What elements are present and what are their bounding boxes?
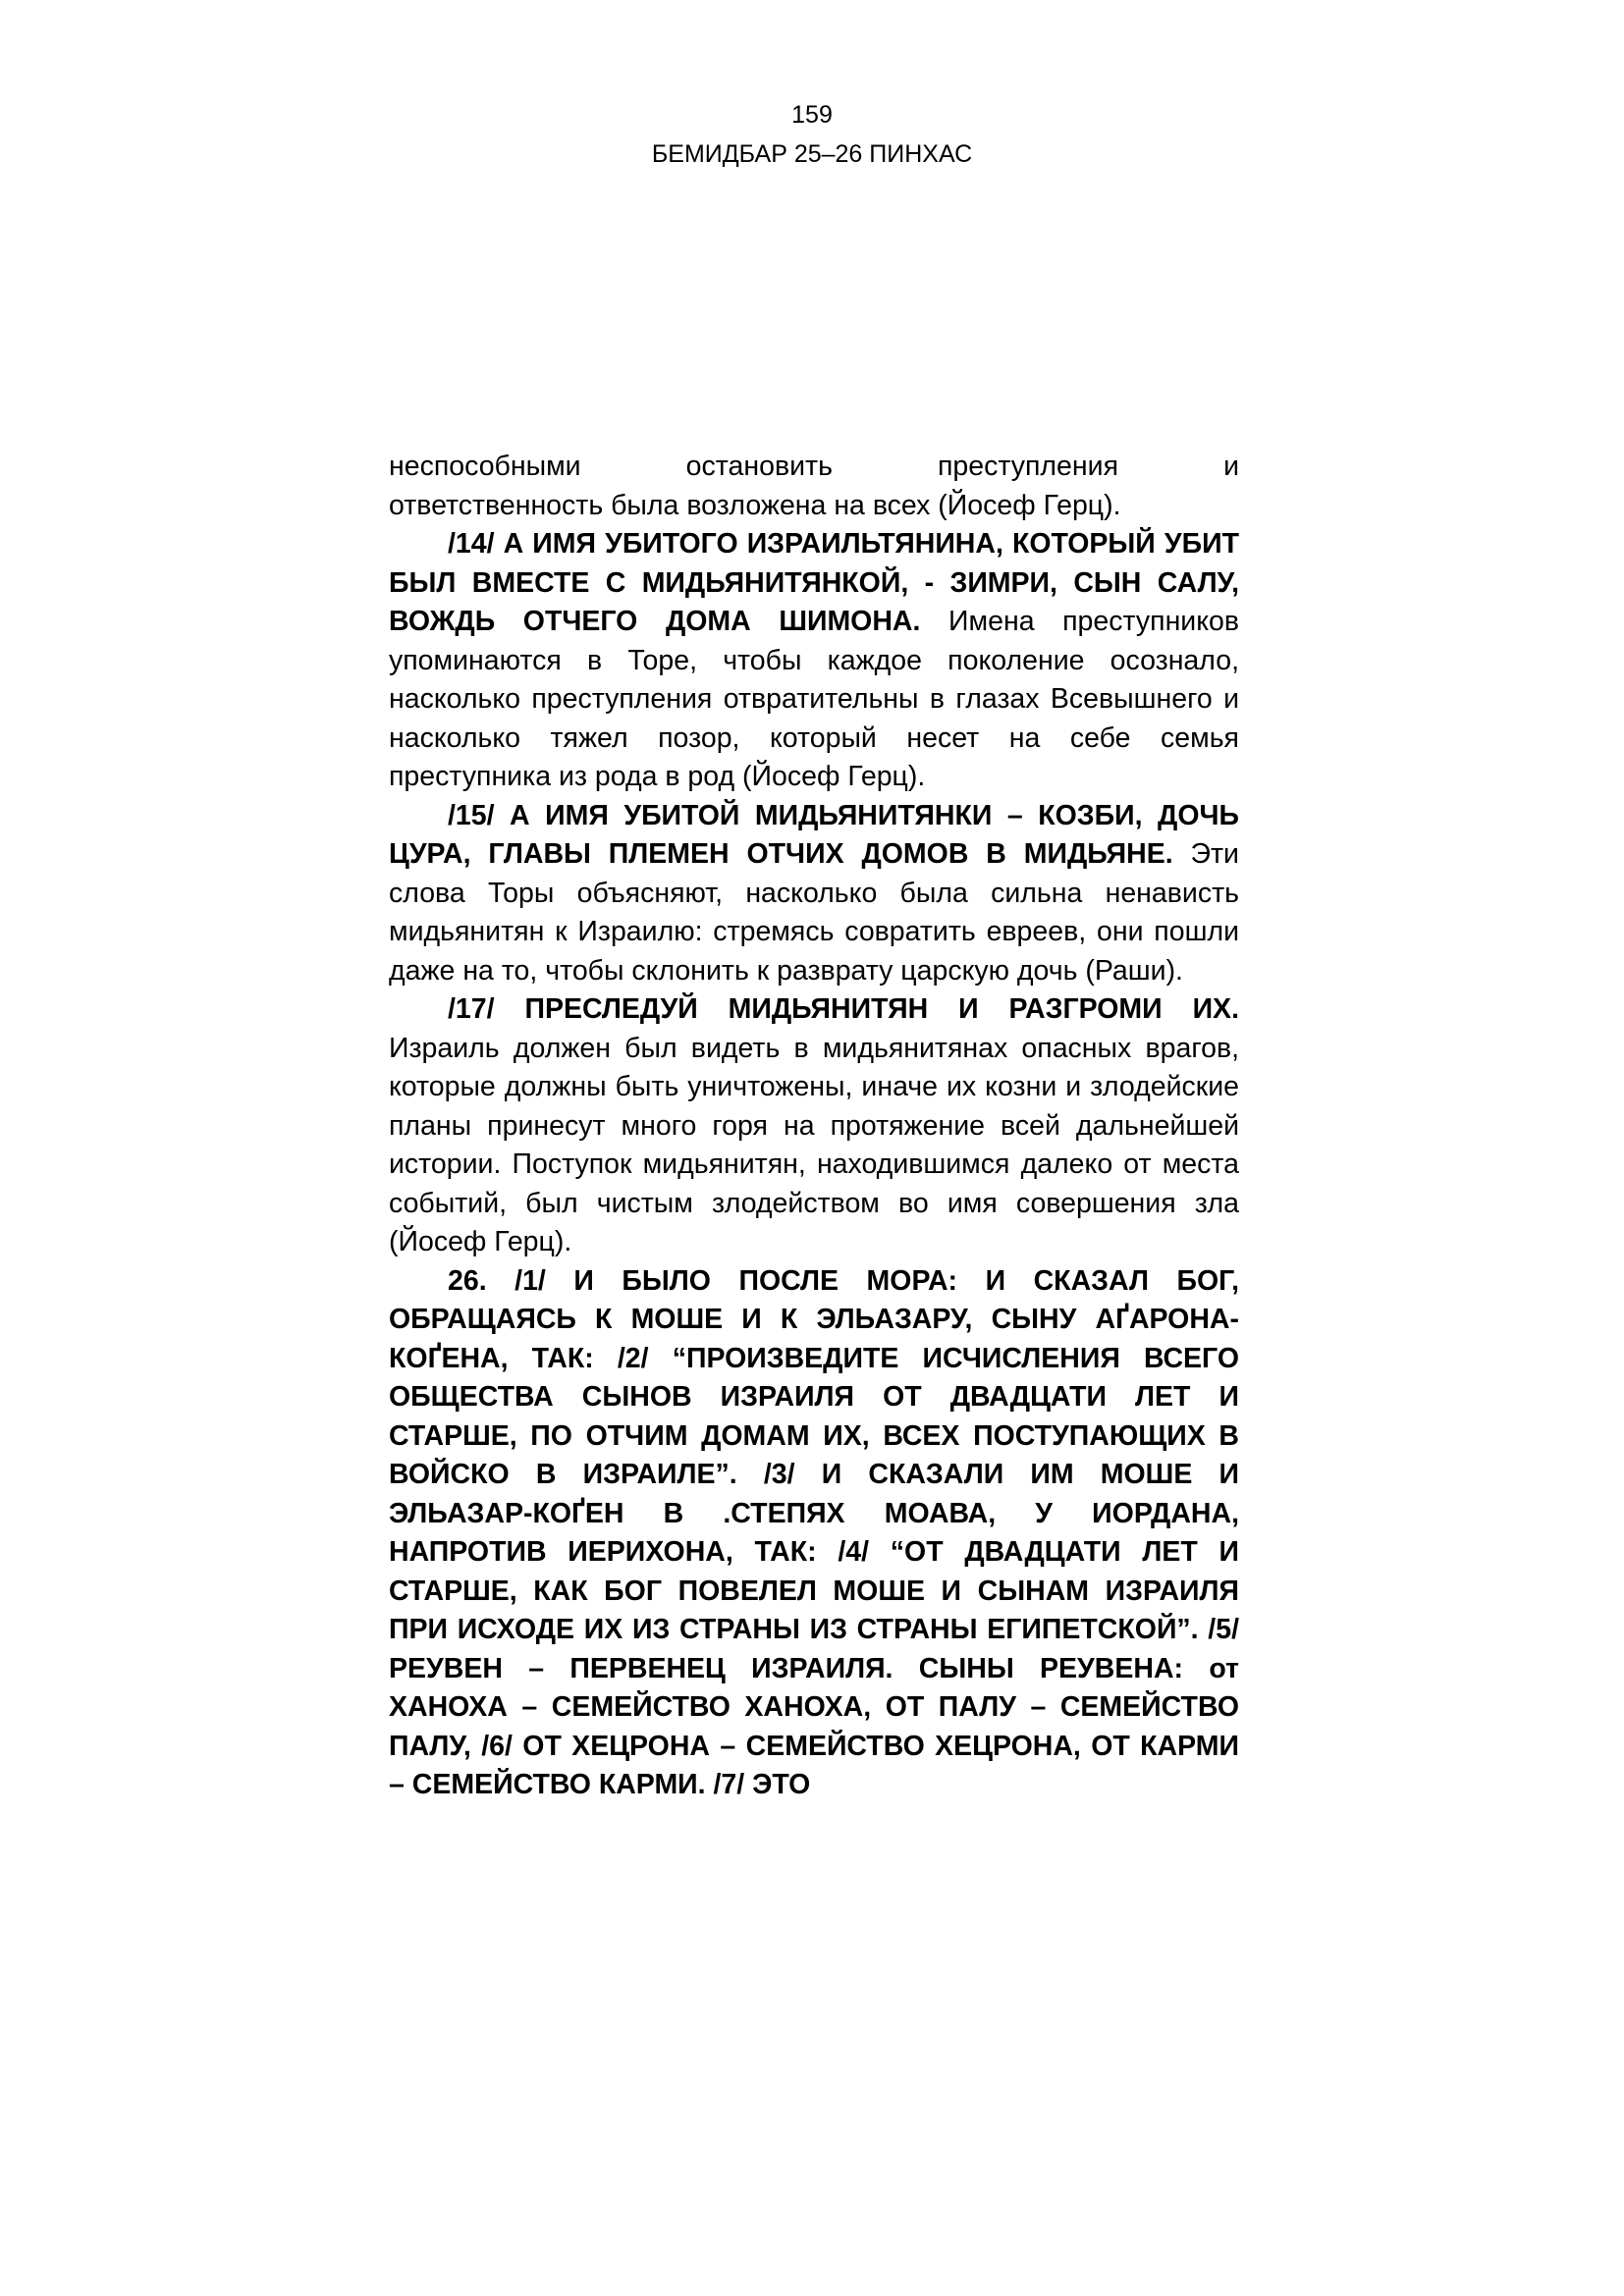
paragraph-continuation <box>389 448 1239 525</box>
paragraph-verse-14 <box>389 525 1239 797</box>
verse-text: 26. /1/ И БЫЛО ПОСЛЕ МОРА: И СКАЗАЛ БОГ, ОБРАЩАЯСЬ К МОШЕ И К ЭЛЬАЗАРУ, СЫНУ АҐАРОНА-КОҐЕНА, ТАК: /2/ “ПРОИЗВЕДИТЕ ИСЧИСЛЕНИЯ ВСЕГО ОБЩЕСТВА СЫНОВ ИЗРАИЛЯ ОТ ДВАДЦАТИ ЛЕТ И СТАРШЕ, ПО ОТЧИМ ДОМАМ ИХ, ВСЕХ ПОСТУПАЮЩИХ В ВОЙСКО В ИЗРАИЛЕ”. /3/ И СКАЗАЛИ ИМ МОШЕ И ЭЛЬАЗАР-КОҐЕН В .СТЕПЯХ МОАВА, У ИОРДАНА, НАПРОТИВ ИЕРИХОНА, ТАК: /4/ “ОТ ДВАДЦАТИ ЛЕТ И СТАРШЕ, КАК БОГ ПОВЕЛЕЛ МОШЕ И СЫНАМ ИЗРАИЛЯ ПРИ ИСХОДЕ ИХ ИЗ СТРАНЫ ИЗ СТРАНЫ ЕГИПЕТСКОЙ”. /5/ РЕУВЕН – ПЕРВЕНЕЦ ИЗРАИЛЯ. СЫНЫ РЕУВЕНА: от ХАНОХА – СЕМЕЙСТВО ХАНОХА, ОТ ПАЛУ – СЕМЕЙСТВО ПАЛУ, /6/ ОТ ХЕЦРОНА – СЕМЕЙСТВО ХЕЦРОНА, ОТ КАРМИ – СЕМЕЙСТВО КАРМИ. /7/ ЭТО <box>389 1264 1239 1800</box>
verse-text: /14/ А ИМЯ УБИТОГО ИЗРАИЛЬТЯНИНА, КОТОРЫЙ УБИТ БЫЛ ВМЕСТЕ С МИДЬЯНИТЯНКОЙ, - ЗИМРИ, СЫН САЛУ, ВОЖДЬ ОТЧЕГО ДОМА ШИМОНА. <box>389 528 1239 637</box>
commentary-text: Израиль должен был видеть в мидьянитянах опасных врагов, которые должны быть уничтожены, иначе их козни и злодейские планы принесут много горя на протяжение всей дальнейшей истории. Поступок мидьянитян, находившимся далеко от места событий, был чистым злодейством во имя совершения зла (Йосеф Герц). <box>389 1032 1239 1257</box>
paragraph-verse-15 <box>389 797 1239 991</box>
paragraph-chapter-26 <box>389 1262 1239 1805</box>
continuation-rest: ответственность была возложена на всех (Йосеф Герц). <box>389 489 1121 521</box>
verse-text: /17/ ПРЕСЛЕДУЙ МИДЬЯНИТЯН И РАЗГРОМИ ИХ. <box>448 993 1239 1025</box>
continuation-first-line: неспособными остановить преступления и <box>389 451 1239 482</box>
paragraph-verse-17 <box>389 990 1239 1262</box>
commentary-text: Имена преступников упоминаются в Торе, чтобы каждое поколение осознало, насколько преступления отвратительны в глазах Всевышнего и насколько тяжел позор, который несет на себе семья преступника из рода в род (Йосеф Герц). <box>389 606 1240 792</box>
page-number: 159 <box>791 101 833 129</box>
verse-text: /15/ А ИМЯ УБИТОЙ МИДЬЯНИТЯНКИ – КОЗБИ, ДОЧЬ ЦУРА, ГЛАВЫ ПЛЕМЕН ОТЧИХ ДОМОВ В МИДЬЯНЕ. <box>389 799 1239 870</box>
commentary-text: Эти слова Торы объясняют, насколько была сильна ненависть мидьянитян к Израилю: стремясь совратить евреев, они пошли даже на то, чтобы склонить к разврату царскую дочь (Раши). <box>389 838 1239 987</box>
running-head: БЕМИДБАР 25–26 ПИНХАС <box>651 140 973 168</box>
text-block <box>389 448 1239 1805</box>
